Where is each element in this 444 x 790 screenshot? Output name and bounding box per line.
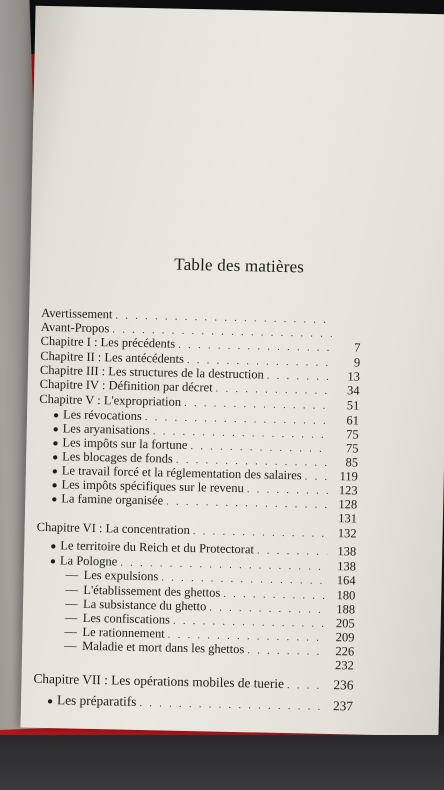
- toc-entry-label: Les aryanisations: [62, 421, 151, 438]
- toc-entry-page: 7: [354, 340, 361, 355]
- toc-entry-label: Chapitre VII : Les opérations mobiles de tuerie: [33, 670, 285, 692]
- toc-entry-page: 85: [345, 455, 359, 470]
- toc-entry-label: Les impôts sur la fortune: [62, 435, 188, 452]
- dot-leader: [67, 664, 325, 669]
- toc-entry-page: 188: [336, 602, 356, 617]
- bullet-icon: ●: [51, 480, 58, 492]
- toc-entry-page: [335, 337, 361, 338]
- dot-leader: [139, 695, 324, 715]
- toc-entry-page: 123: [338, 483, 358, 498]
- toc-title: Table des matières: [174, 254, 305, 277]
- toc-entry-page: 75: [346, 427, 359, 442]
- toc-entry-page: 61: [346, 413, 360, 428]
- bullet-icon: ●: [51, 494, 58, 506]
- toc-entry-page: 226: [335, 644, 355, 659]
- toc-entry-page: 119: [339, 469, 358, 484]
- toc-entry-page: 138: [337, 559, 357, 574]
- toc-entry-label: Avertissement: [41, 305, 113, 322]
- page-content: [20, 6, 444, 737]
- toc-entry-label: Les blocages de fonds: [62, 449, 174, 466]
- bullet-icon: ●: [49, 556, 57, 568]
- bullet-icon: ●: [50, 541, 57, 553]
- toc-entry-label: Chapitre I : Les précédents: [40, 333, 176, 351]
- toc-entry-label: Maladie et mort dans les ghettos: [82, 638, 245, 657]
- book-page: [20, 6, 444, 737]
- toc-entry-page: 51: [346, 398, 360, 413]
- toc-entry-page: 232: [334, 658, 355, 673]
- toc-entry-page: 13: [347, 369, 361, 384]
- toc-entry-label: L'établissement des ghettos: [83, 582, 221, 600]
- toc-entry: [47, 692, 353, 714]
- toc-entry-label: Les expulsions: [83, 567, 159, 584]
- toc-entry-page: 138: [337, 544, 357, 559]
- bullet-icon: ●: [51, 466, 59, 478]
- dot-leader: [287, 677, 325, 694]
- toc-entry-page: 209: [335, 630, 355, 645]
- dot-leader: [193, 524, 328, 541]
- toc-entry-label: Avant-Propos: [40, 319, 110, 336]
- toc-entry-label: Chapitre III : Les structures de la destruction: [39, 362, 264, 382]
- toc-entry-page: 164: [336, 573, 356, 588]
- toc-entry-label: Chapitre IV : Définition par décret: [39, 376, 213, 395]
- toc-entry-page: 132: [337, 526, 357, 541]
- toc-entry-page: 128: [338, 497, 358, 512]
- toc-entry-page: 34: [346, 383, 360, 398]
- bullet-icon: ●: [52, 410, 60, 422]
- dash-icon: —: [64, 638, 77, 653]
- toc-entry-page: 75: [345, 441, 359, 456]
- toc-entry-page: 237: [332, 698, 354, 714]
- bullet-icon: ●: [46, 696, 54, 708]
- bullet-icon: ●: [52, 452, 59, 464]
- toc-entry-label: Chapitre V : L'expropriation: [39, 391, 182, 409]
- bullet-icon: ●: [52, 424, 59, 436]
- bullet-icon: ●: [52, 438, 59, 450]
- toc-entry-label: Chapitre II : Les antécédents: [40, 348, 185, 366]
- toc-entry-label: Les révocations: [62, 407, 142, 424]
- toc-entry-page: 236: [333, 677, 354, 693]
- dash-icon: —: [64, 596, 78, 611]
- toc-entry-label: Les confiscations: [82, 610, 171, 627]
- toc-entry-label: Les préparatifs: [56, 692, 137, 709]
- toc-entry-label: La subsistance du ghetto: [82, 596, 207, 614]
- toc-entry-page: 9: [353, 355, 361, 370]
- desk-surface: [0, 735, 444, 790]
- dash-icon: —: [65, 582, 79, 597]
- toc-entry-label: La famine organisée: [61, 491, 164, 508]
- dash-icon: —: [64, 624, 78, 639]
- toc-entry-page: 131: [338, 511, 358, 526]
- toc-entry-page: 205: [335, 616, 355, 631]
- toc-entry-label: La Pologne: [59, 553, 118, 569]
- toc-entry-label: Les impôts spécifiques sur le revenu: [61, 477, 244, 496]
- toc-entry-label: Le travail forcé et la réglementation des salaires: [61, 463, 302, 483]
- toc-entry-page: [335, 323, 361, 324]
- toc-entry-label: Chapitre VI : La concentration: [36, 519, 190, 538]
- toc-entry-label: Le territoire du Reich et du Protectorat: [60, 538, 255, 557]
- toc-entry: [33, 671, 353, 694]
- dash-icon: —: [64, 610, 78, 625]
- toc-entry-label: Le rationnement: [82, 624, 165, 641]
- toc-entry-page: 180: [336, 588, 356, 603]
- dot-leader: [257, 543, 328, 558]
- dash-icon: —: [65, 567, 79, 582]
